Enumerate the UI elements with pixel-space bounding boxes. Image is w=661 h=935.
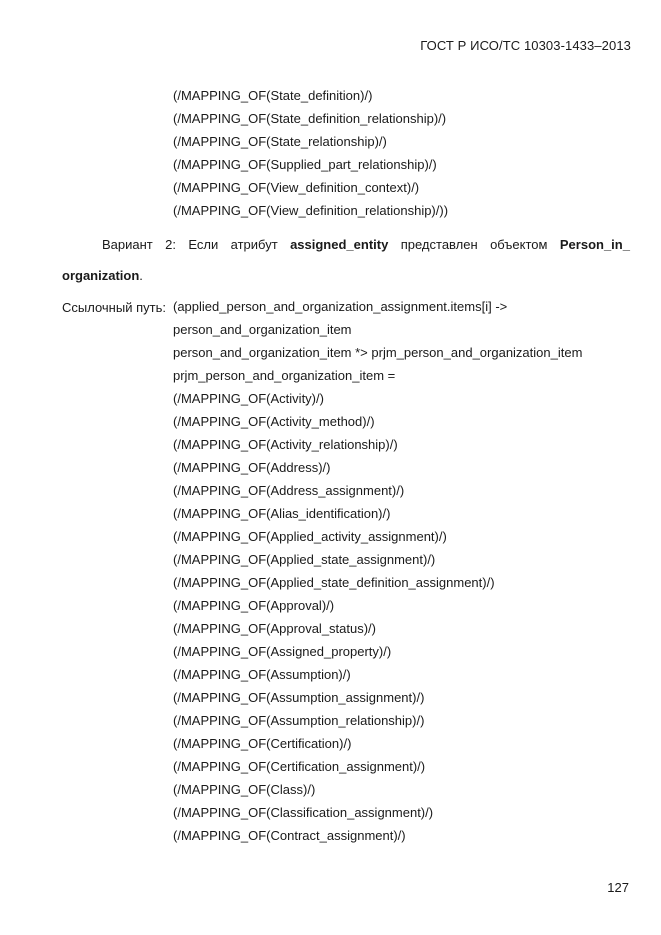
code-line: person_and_organization_item *> prjm_person_and_organization_item	[173, 345, 583, 360]
page-header: ГОСТ Р ИСО/ТС 10303-1433–2013	[420, 38, 631, 53]
reference-path-list	[173, 298, 582, 850]
code-line: (applied_person_and_organization_assignment.items[i] ->	[173, 299, 508, 314]
variant-word: представлен	[400, 237, 478, 252]
sentence-end: .	[139, 268, 143, 283]
code-line: (/MAPPING_OF(Supplied_part_relationship)/)	[173, 157, 437, 172]
code-line: (/MAPPING_OF(Activity_relationship)/)	[173, 437, 398, 452]
code-line: (/MAPPING_OF(Address)/)	[173, 460, 331, 475]
code-line: (/MAPPING_OF(Contract_assignment)/)	[173, 828, 406, 843]
entity-name-part2: organization	[62, 268, 140, 283]
code-line: (/MAPPING_OF(Assumption_relationship)/)	[173, 713, 425, 728]
variant-word: Если	[188, 237, 219, 252]
code-line: (/MAPPING_OF(View_definition_context)/)	[173, 180, 420, 195]
top-mapping-list	[173, 87, 448, 225]
code-line: (/MAPPING_OF(Applied_state_definition_assignment)/)	[173, 575, 495, 590]
variant-word: Вариант	[102, 237, 153, 252]
code-line: prjm_person_and_organization_item =	[173, 368, 396, 383]
code-line: (/MAPPING_OF(Assigned_property)/)	[173, 644, 392, 659]
code-line: (/MAPPING_OF(Assumption)/)	[173, 667, 351, 682]
code-line: (/MAPPING_OF(View_definition_relationship)/))	[173, 203, 449, 218]
variant-word: объектом	[490, 237, 548, 252]
page-number: 127	[607, 880, 629, 895]
variant-paragraph	[62, 236, 630, 284]
reference-path-label: Ссылочный путь:	[62, 300, 166, 315]
code-line: (/MAPPING_OF(State_relationship)/)	[173, 134, 387, 149]
code-line: (/MAPPING_OF(Applied_activity_assignment)/)	[173, 529, 447, 544]
code-line: (/MAPPING_OF(Activity)/)	[173, 391, 324, 406]
attribute-name: assigned_entity	[290, 237, 389, 252]
variant-line-1	[62, 236, 630, 253]
variant-number: 2:	[165, 237, 176, 252]
entity-name-part1: Person_in_	[559, 237, 630, 252]
code-line: (/MAPPING_OF(State_definition_relationship)/)	[173, 111, 447, 126]
code-line: (/MAPPING_OF(Classification_assignment)/)	[173, 805, 434, 820]
code-line: (/MAPPING_OF(Certification_assignment)/)	[173, 759, 426, 774]
variant-word: атрибут	[230, 237, 278, 252]
code-line: (/MAPPING_OF(Applied_state_assignment)/)	[173, 552, 436, 567]
code-line: (/MAPPING_OF(Alias_identification)/)	[173, 506, 391, 521]
code-line: (/MAPPING_OF(Approval_status)/)	[173, 621, 376, 636]
code-line: (/MAPPING_OF(Address_assignment)/)	[173, 483, 405, 498]
variant-line-2	[62, 267, 630, 284]
code-line: (/MAPPING_OF(Assumption_assignment)/)	[173, 690, 425, 705]
code-line: (/MAPPING_OF(State_definition)/)	[173, 88, 373, 103]
code-line: (/MAPPING_OF(Activity_method)/)	[173, 414, 375, 429]
code-line: person_and_organization_item	[173, 322, 352, 337]
code-line: (/MAPPING_OF(Class)/)	[173, 782, 316, 797]
code-line: (/MAPPING_OF(Approval)/)	[173, 598, 335, 613]
code-line: (/MAPPING_OF(Certification)/)	[173, 736, 352, 751]
